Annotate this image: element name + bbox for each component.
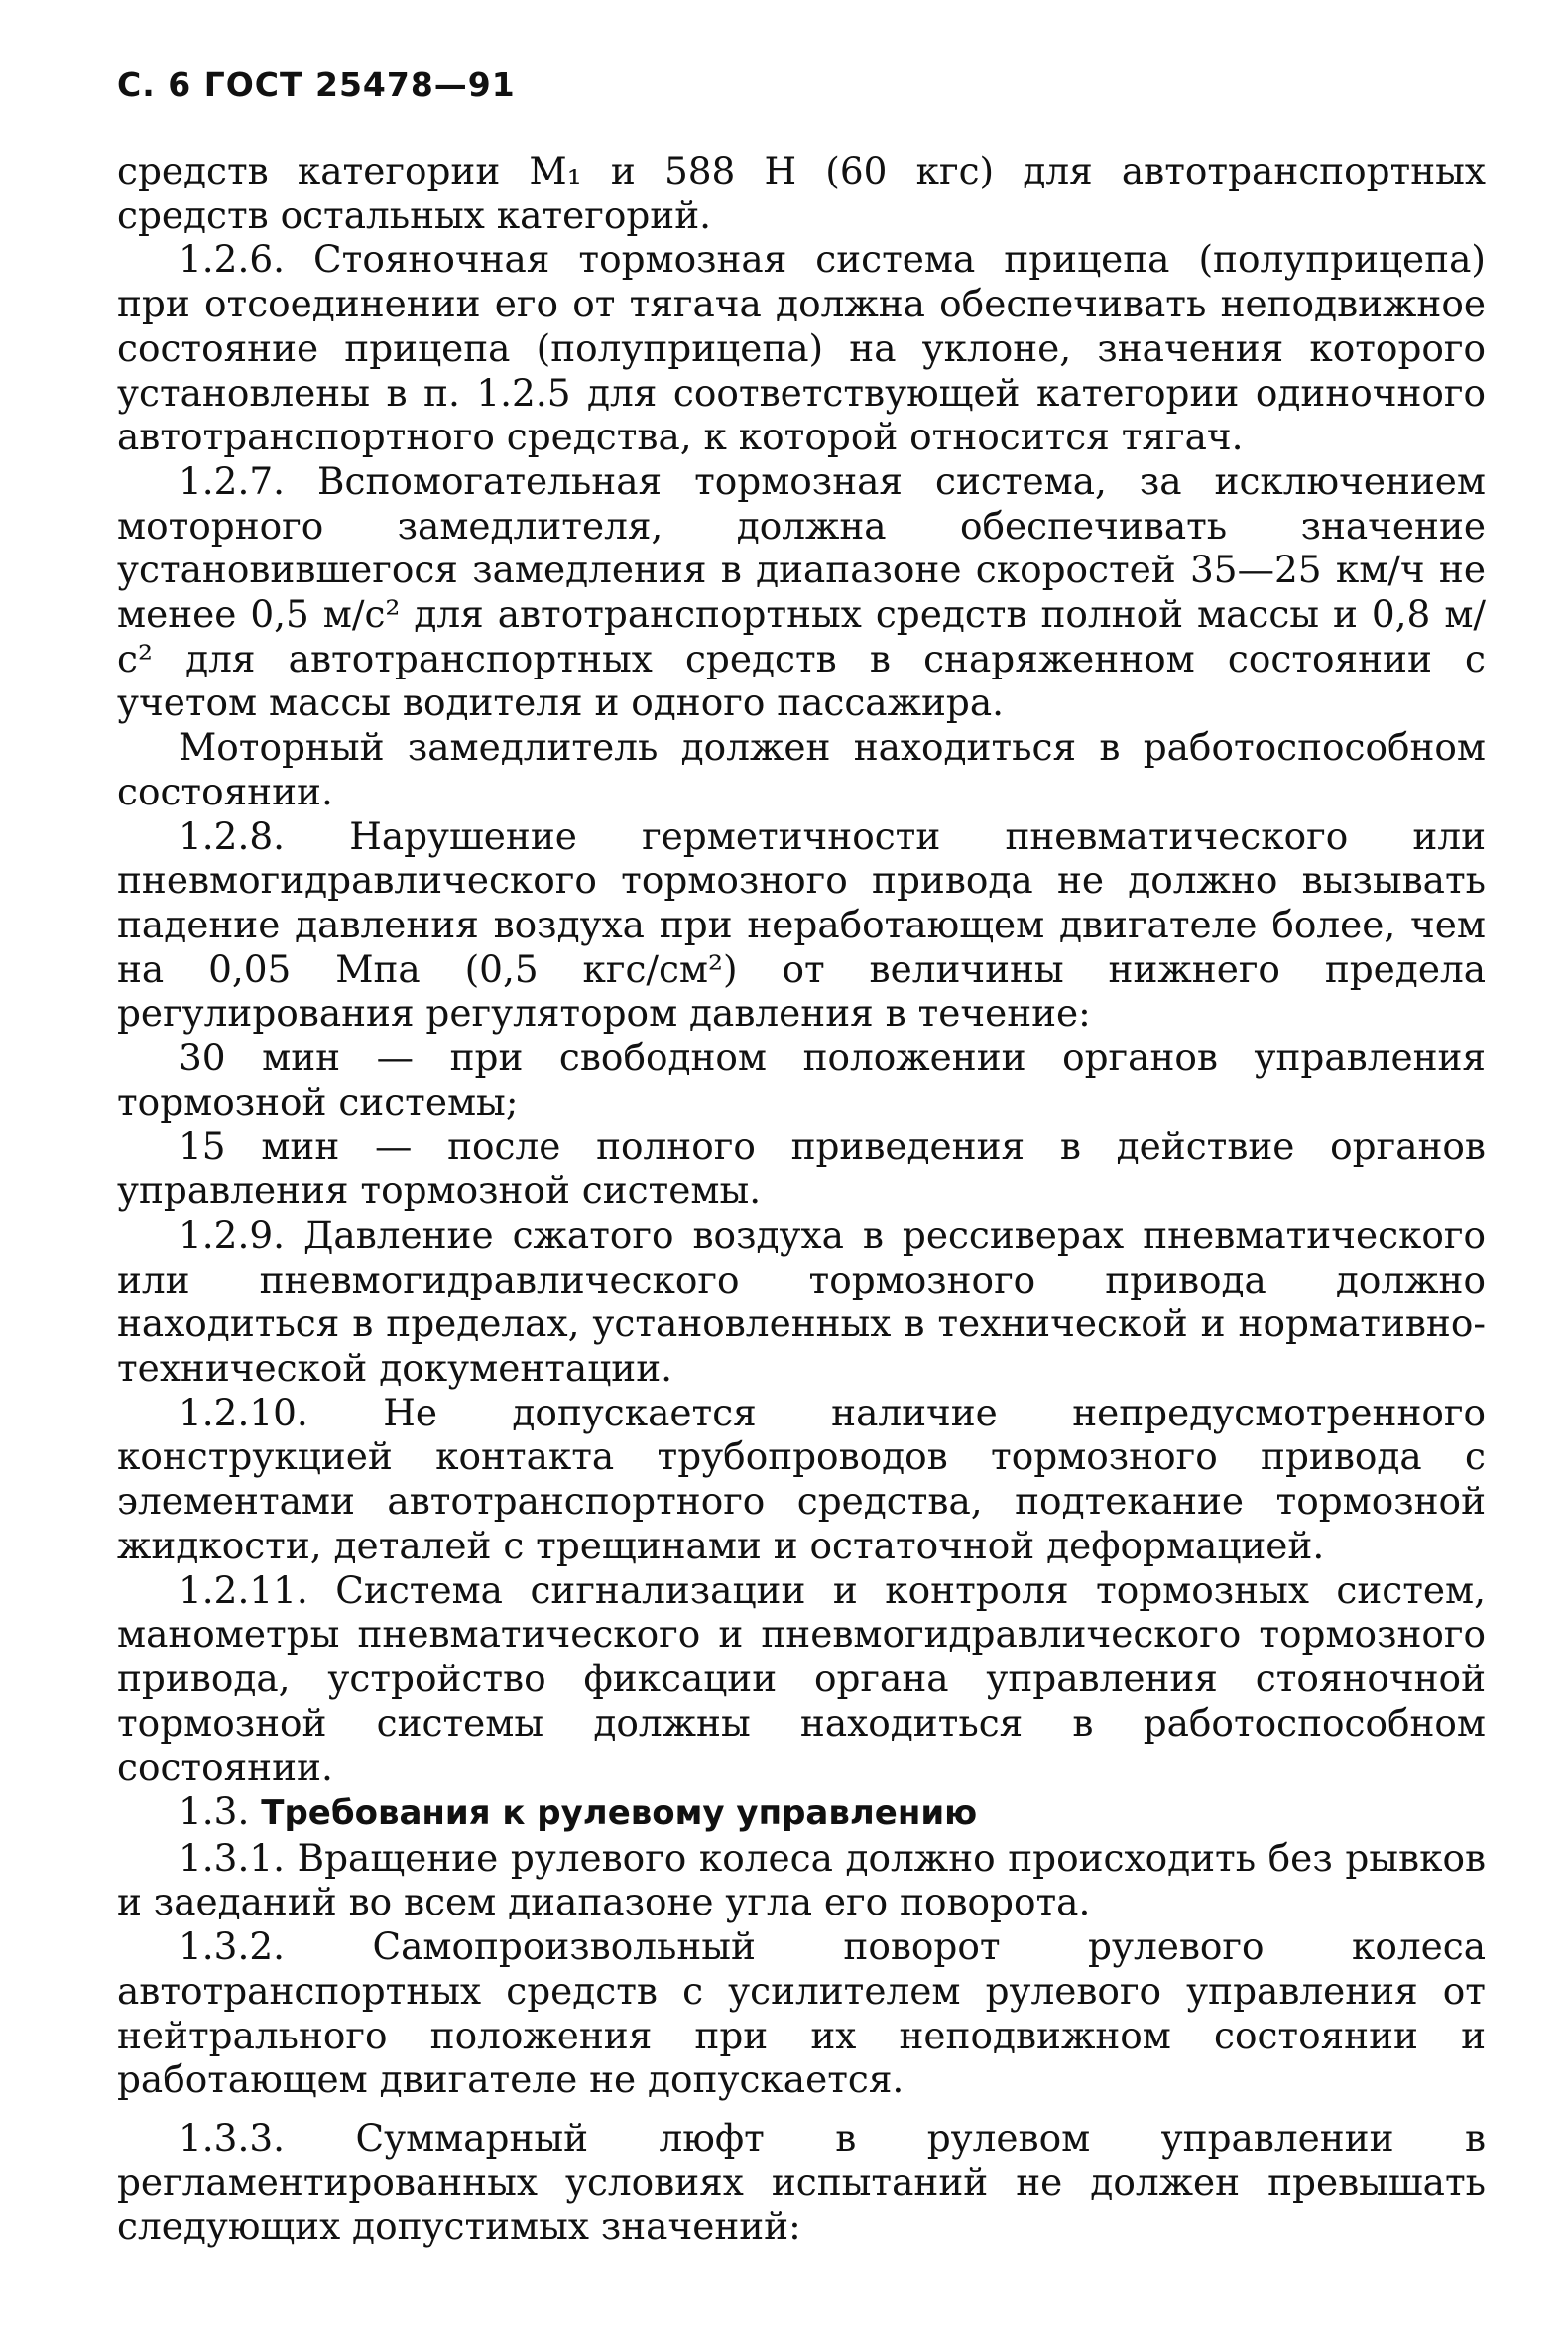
paragraph-1-3-1: 1.3.1. Вращение рулевого колеса должно происходить без рывков и заеданий во всем диапазоне угла его поворота.	[117, 1835, 1486, 1924]
paragraph-15-min: 15 мин — после полного приведения в действие органов управления тормозной системы.	[117, 1124, 1486, 1213]
section-title: Требования к рулевому управлению	[261, 1793, 978, 1834]
paragraph-1-2-6: 1.2.6. Стояночная тормозная система прицепа (полуприцепа) при отсоединении его от тягача должна обеспечивать неподвижное состояние прицепа (полуприцепа) на уклоне, значения которого установлены в п. 1.2.5 для соответствующей категории одиночного автотранспортного средства, к которой относится тягач.	[117, 237, 1486, 459]
paragraph-1-2-7: 1.2.7. Вспомогательная тормозная система, за исключением моторного замедлителя, должна обеспечивать значение установившегося замедления в диапазоне скоростей 35—25 км/ч не менее 0,5 м/с² для автотранспортных средств полной массы и 0,8 м/с² для автотранспортных средств в снаряженном состоянии с учетом массы водителя и одного пассажира.	[117, 458, 1486, 725]
paragraph-30-min: 30 мин — при свободном положении органов управления тормозной системы;	[117, 1036, 1486, 1124]
paragraph-motor-retarder: Моторный замедлитель должен находиться в работоспособном состоянии.	[117, 725, 1486, 813]
body-text	[117, 149, 1486, 2249]
paragraph-1-3-3: 1.3.3. Суммарный люфт в рулевом управлении в регламентированных условиях испытаний не должен превышать следующих допустимых значений:	[117, 2115, 1486, 2249]
paragraph-1-3-2: 1.3.2. Самопроизвольный поворот рулевого колеса автотранспортных средств с усилителем рулевого управления от нейтрального положения при их неподвижном состоянии и работающем двигателе не допускается.	[117, 1924, 1486, 2102]
paragraph-continuation: средств категории М₁ и 588 Н (60 кгс) для автотранспортных средств остальных категорий.	[117, 149, 1486, 237]
paragraph-1-2-8: 1.2.8. Нарушение герметичности пневматического или пневмогидравлического тормозного привода не должно вызывать падение давления воздуха при неработающем двигателе более, чем на 0,05 Мпа (0,5 кгс/см²) от величины нижнего предела регулирования регулятором давления в течение:	[117, 813, 1486, 1036]
running-head: С. 6 ГОСТ 25478—91	[117, 65, 516, 104]
section-heading	[117, 1790, 1486, 1836]
paragraph-1-2-10: 1.2.10. Не допускается наличие непредусмотренного конструкцией контакта трубопроводов тормозного привода с элементами автотранспортного средства, подтекание тормозной жидкости, деталей с трещинами и остаточной деформацией.	[117, 1390, 1486, 1567]
paragraph-1-2-9: 1.2.9. Давление сжатого воздуха в рессиверах пневматического или пневмогидравлического тормозного привода должно находиться в пределах, установленных в технической и нормативно-технической документации.	[117, 1212, 1486, 1390]
section-number: 1.3.	[179, 1790, 250, 1834]
paragraph-1-2-11: 1.2.11. Система сигнализации и контроля тормозных систем, манометры пневматического и пневмогидравлического тормозного привода, устройство фиксации органа управления стояночной тормозной системы должны находиться в работоспособном состоянии.	[117, 1567, 1486, 1790]
